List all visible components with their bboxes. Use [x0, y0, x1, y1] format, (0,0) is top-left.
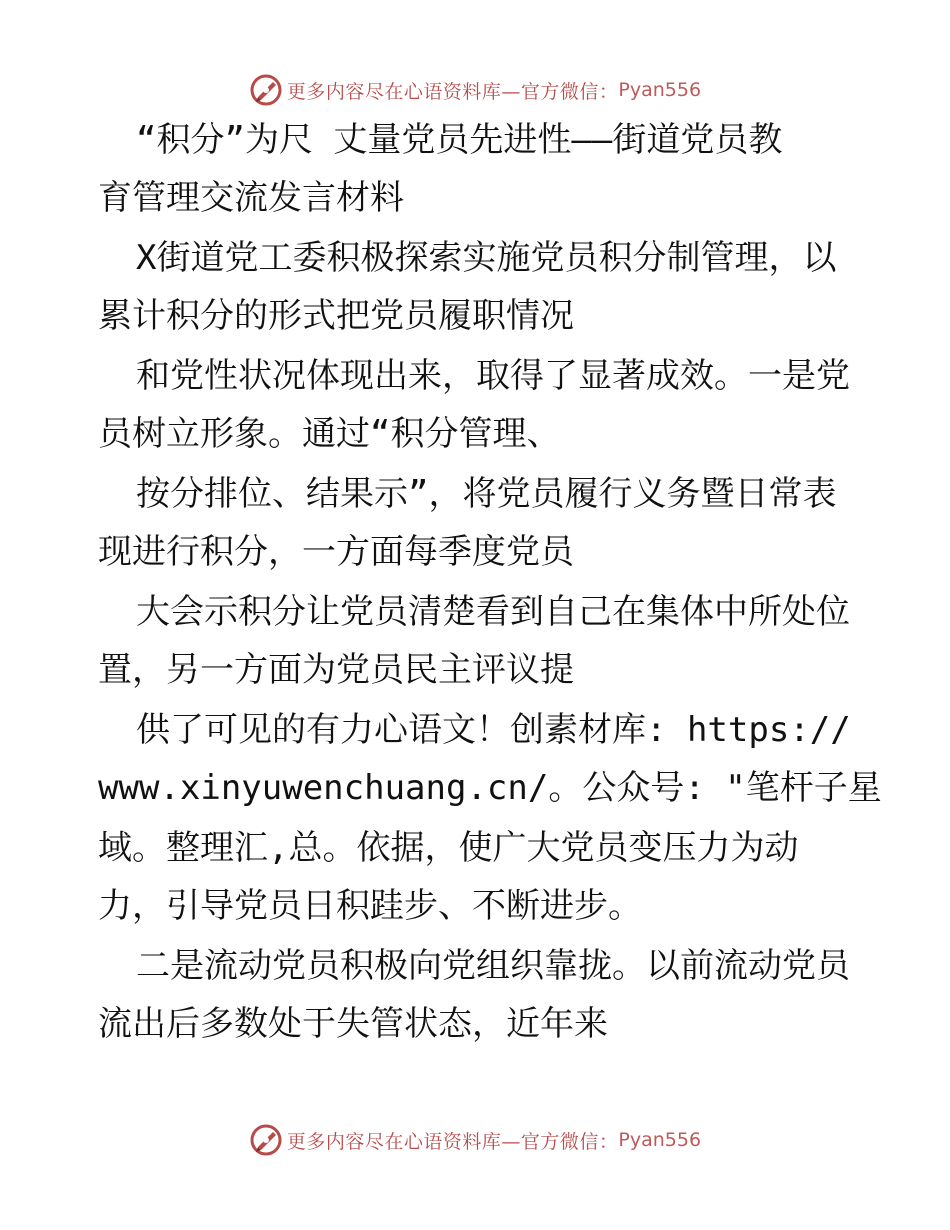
paragraph-line: 流出后多数处于失管状态，近年来: [98, 1004, 608, 1044]
paragraph-line: 员树立形象。通过“积分管理、: [98, 414, 561, 454]
paragraph-line: 按分排位、结果示”，将党员履行义务暨日常表: [136, 474, 837, 514]
paragraph-line: 和党性状况体现出来，取得了显著成效。一是党: [136, 356, 850, 396]
watermark-text: 更多内容尽在心语资料库—官方微信：: [286, 80, 619, 103]
quill-logo-icon: [249, 1123, 283, 1157]
paragraph-line: 供了可见的有力心语文！创素材库: https://: [136, 710, 851, 750]
paragraph-line: 置，另一方面为党员民主评议提: [98, 650, 574, 690]
paragraph-line: www.xinyuwenchuang.cn/。公众号: "笔杆子星: [98, 768, 882, 808]
paragraph-line: 大会示积分让党员清楚看到自己在集体中所处位: [136, 592, 850, 632]
header-watermark: [0, 72, 950, 108]
paragraph-line: 现进行积分，一方面每季度党员: [98, 532, 574, 572]
paragraph-line: 力，引导党员日积跬步、不断进步。: [98, 886, 642, 926]
paragraph-line: X街道党工委积极探索实施党员积分制管理，以: [136, 238, 837, 278]
paragraph-line: 累计积分的形式把党员履职情况: [98, 296, 574, 336]
paragraph-line: 域。整理汇,总。依据，使广大党员变压力为动: [98, 828, 799, 868]
document-title-line-2: 育管理交流发言材料: [98, 178, 404, 218]
paragraph-line: 二是流动党员积极向党组织靠拢。以前流动党员: [136, 946, 850, 986]
watermark-contact: Pyan556: [618, 1129, 702, 1151]
watermark-contact: Pyan556: [618, 79, 702, 101]
quill-logo-icon: [249, 73, 283, 107]
watermark-text: 更多内容尽在心语资料库—官方微信：: [286, 1130, 619, 1153]
document-title-line-1: “积分”为尺 丈量党员先进性——街道党员教: [136, 120, 783, 160]
footer-watermark: [0, 1122, 950, 1158]
